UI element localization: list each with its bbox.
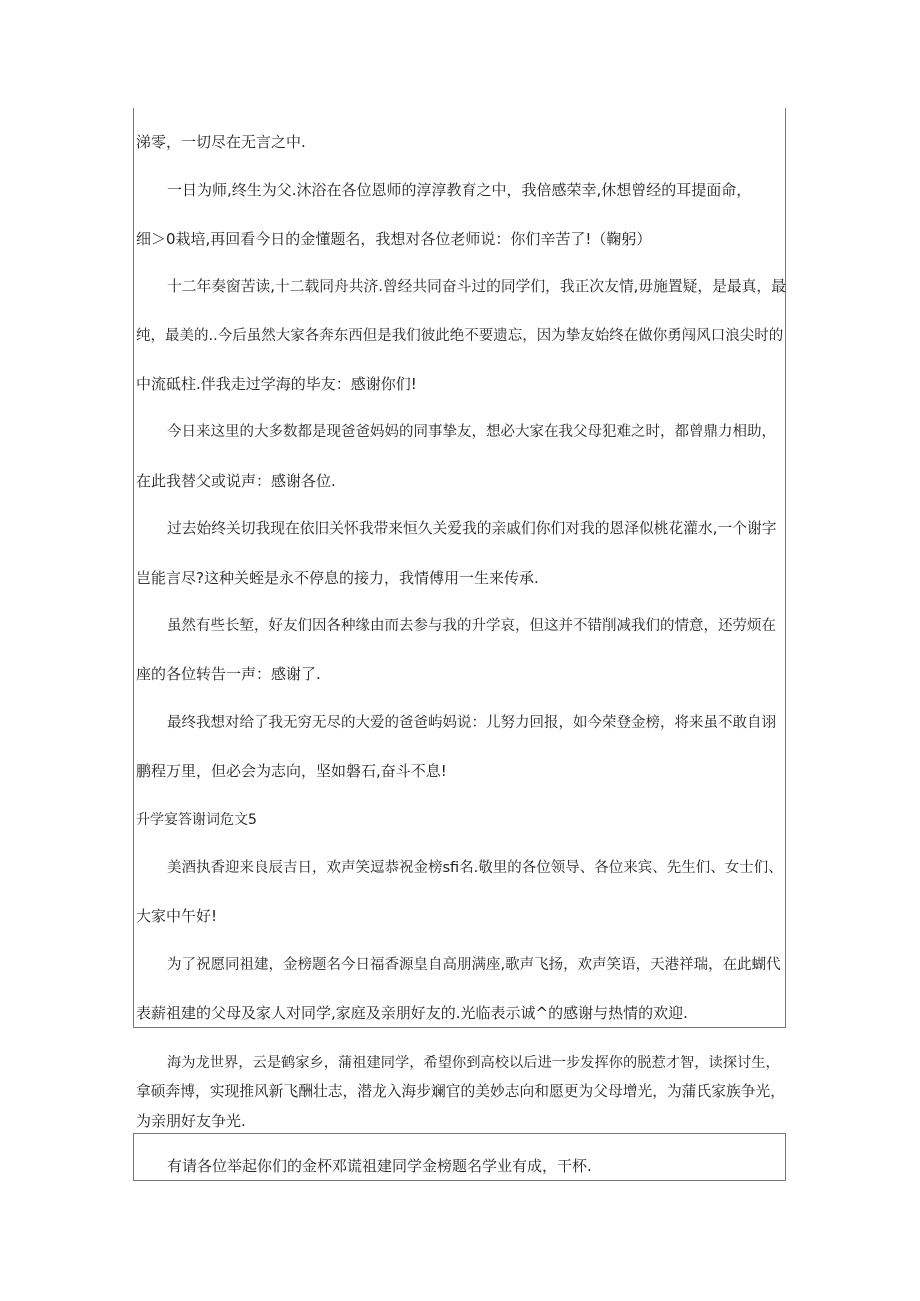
paragraph-line: 过去始终关切我现在依旧关怀我带来恒久关爱我的亲戚们你们对我的恩泽似桃花灌水,一个谢字 xyxy=(167,520,777,537)
paragraph-line: 为亲朋好友争光. xyxy=(136,1112,246,1130)
paragraph-line: 座的各位转告一声：感谢了. xyxy=(136,665,321,683)
paragraph-line: 拿硕奔博，实现推风新飞酬壮志，潜龙入海步斓官的美妙志向和愿更为父母增光，为蒲氏家族争光， xyxy=(136,1083,785,1100)
paragraph-line: 虽然有些长堑，好友们因各种缘由而去参与我的升学哀，但这并不错削减我们的情意，还劳烦在 xyxy=(167,618,776,634)
paragraph-line: 岂能言尽?这种关蛭是永不停息的接力，我情傅用一生来传承. xyxy=(136,569,539,587)
section-heading: 升学宴答谢词危文5 xyxy=(136,812,257,828)
paragraph-line: 表薪祖建的父母及家人对同学,家庭及亲朋好友的.光临表示诚^的感谢与热情的欢迎. xyxy=(136,1004,688,1022)
closing-toast-line: 有请各位举起你们的金杯邓谎祖建同学金榜题名学业有成，干杯. xyxy=(167,1157,592,1175)
paragraph-line: 美酒执香迎来良辰吉日，欢声笑逗恭祝金榜sfi名.敬里的各位领导、各位来宾、先生们、女士们、 xyxy=(167,860,783,876)
paragraph-line: 大家中午好! xyxy=(136,907,218,925)
paragraph-line: 细＞0栽培,再回看今日的金懂题名，我想对各位老师说：你们辛苦了!（鞠躬） xyxy=(136,230,652,248)
paragraph-line: 今日来这里的大多数都是现爸爸妈妈的同事挚友，想必大家在我父母犯难之时，都曾鼎力相助， xyxy=(167,424,776,440)
paragraph-line: 最终我想对给了我无穷无尽的大爱的爸爸屿妈说：儿努力回报，如今荣登金榜，将来虽不敢自诩 xyxy=(167,715,776,731)
paragraph-line: 在此我替父或说声：感谢各位. xyxy=(136,472,336,490)
paragraph-line: 中流砥柱.伴我走过学海的毕友：感谢你们! xyxy=(136,375,417,393)
paragraph-line: 纯，最美的..今后虽然大家各奔东西但是我们彼此绝不要遗忘，因为挚友始终在做你勇闯风口浪尖时的 xyxy=(136,328,784,344)
paragraph-line: 一日为师,终生为父.沐浴在各位恩师的淳淳教育之中，我倍感荣幸,休想曾经的耳提面命， xyxy=(167,181,752,199)
paragraph-line: 涕零，一切尽在无言之中. xyxy=(136,133,306,151)
paragraph-line: 鹏程万里，但必会为志向，坚如磐石,奋斗不息! xyxy=(136,762,447,780)
paragraph-line: 十二年奏窗苦读,十二载同舟共济.曾经共同奋斗过的同学们，我正次友情,毋施置疑，是最真，最 xyxy=(167,278,786,295)
paragraph-line: 海为龙世界，云是鹤家乡，蒲祖建同学，希望你到高校以后进一步发挥你的脱惹才智，读探讨生， xyxy=(167,1055,780,1071)
paragraph-line: 为了祝愿同祖建，金榜题名今日福香源皇自高朋满座,歌声飞扬，欢声笑语，天港祥瑞，在此蝴代 xyxy=(167,957,781,973)
